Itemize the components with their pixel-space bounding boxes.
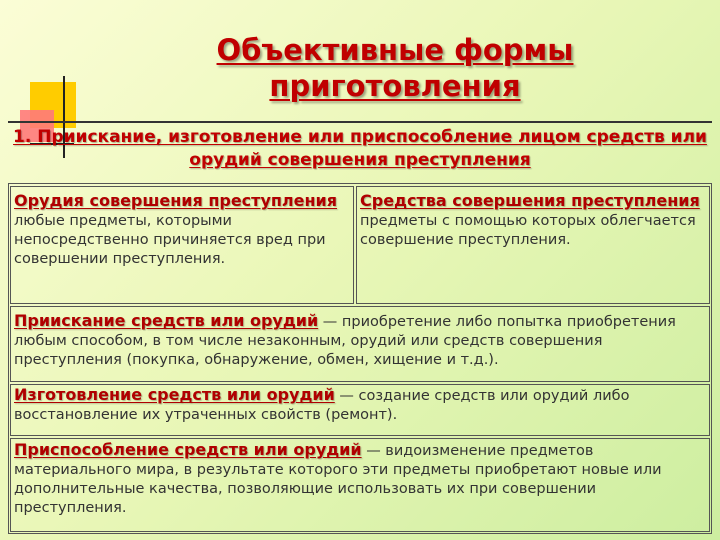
definition-manufacturing-text: — создание средств или орудий либо восстановление их утраченных свойств (ремонт). <box>14 388 630 423</box>
point-one-heading: 1. Приискание, изготовление или приспособление лицом средств или орудий совершения преступления <box>13 127 707 170</box>
definition-instruments-text: любые предметы, которыми непосредственно причиняется вред при совершении преступления. <box>14 213 326 267</box>
definition-means-text: предметы с помощью которых облегчается совершение преступления. <box>360 213 696 248</box>
definition-means <box>360 190 706 250</box>
term-means: Средства совершения преступления <box>360 191 700 210</box>
definition-adaptation <box>14 440 708 518</box>
definition-acquisition <box>14 311 708 370</box>
term-instruments: Орудия совершения преступления <box>14 191 338 210</box>
definition-manufacturing <box>14 385 708 425</box>
definition-instruments <box>14 190 350 269</box>
definition-acquisition-text: — приобретение либо попытка приобретения любым способом, в том числе незаконным, орудий или средств совершения преступления (покупка, обнаружение, обмен, хищение и т.д.). <box>14 314 676 368</box>
term-acquisition: Приискание средств или орудий <box>14 311 319 330</box>
title-divider <box>8 121 712 123</box>
term-adaptation: Приспособление средств или орудий <box>14 440 362 459</box>
term-manufacturing: Изготовление средств или орудий <box>14 385 335 404</box>
definition-adaptation-text: — видоизменение предметов материального мира, в результате которого эти предметы приобретают новые или дополнительные качества, позволяющие использовать их при совершении преступления. <box>14 443 662 516</box>
slide-title: Объективные формы приготовления <box>216 33 574 103</box>
